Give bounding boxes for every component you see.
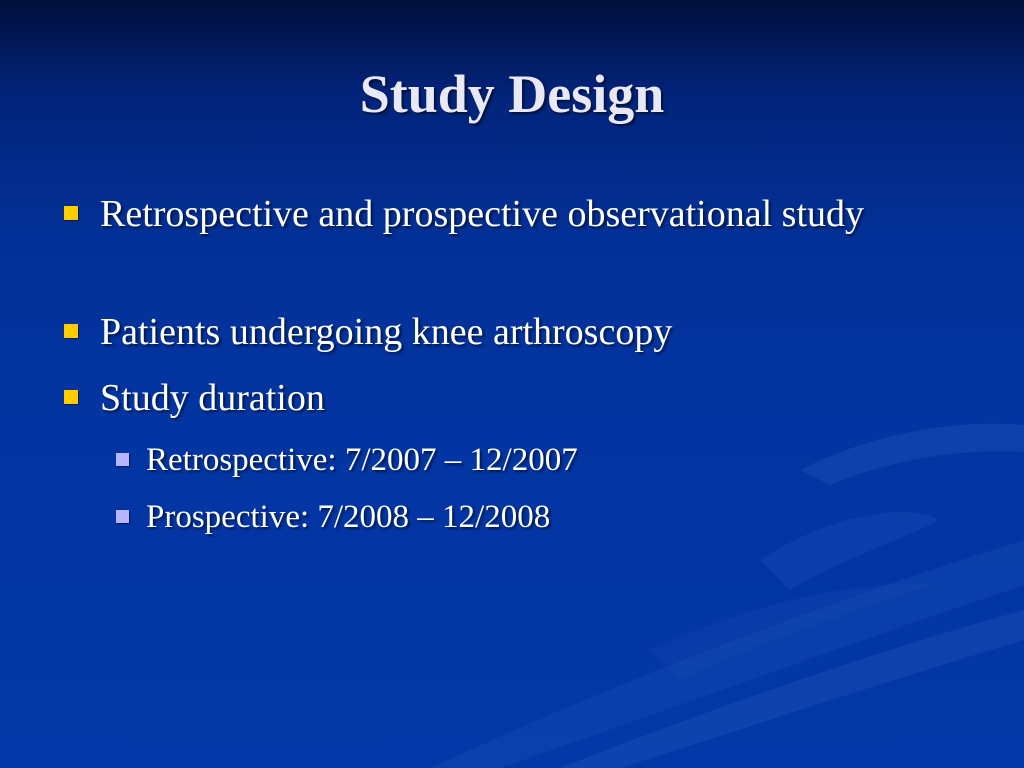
bullet-text: Patients undergoing knee arthroscopy <box>100 311 673 353</box>
sub-bullet-text: Prospective: 7/2008 – 12/2008 <box>146 499 551 535</box>
square-bullet-icon <box>64 324 78 338</box>
bullet-text: Study duration <box>100 377 325 419</box>
square-bullet-icon <box>64 206 78 220</box>
bullet-text: Retrospective and prospective observational study <box>100 193 865 235</box>
sub-bullet-text: Retrospective: 7/2007 – 12/2007 <box>146 442 578 478</box>
bullet-item <box>100 372 900 424</box>
square-bullet-icon <box>116 510 129 523</box>
bullet-item <box>100 188 900 240</box>
sub-bullet-item <box>146 440 846 480</box>
square-bullet-icon <box>116 453 129 466</box>
slide-title: Study Design <box>359 64 665 124</box>
square-bullet-icon <box>64 390 78 404</box>
bullet-item <box>100 306 900 358</box>
sub-bullet-item <box>146 497 846 537</box>
